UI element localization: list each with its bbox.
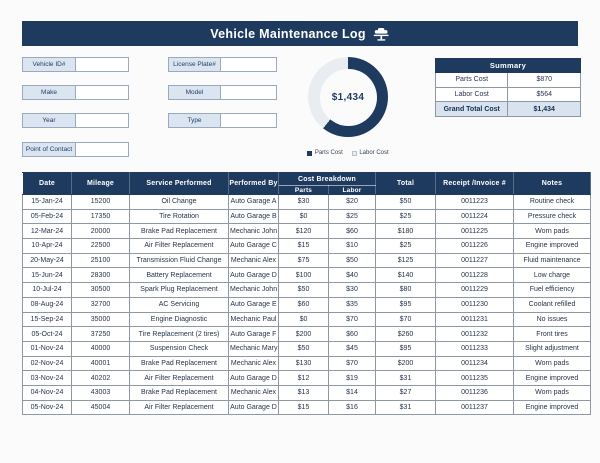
- maintenance-log-table: [22, 172, 591, 415]
- table-cell[interactable]: 0011228: [436, 268, 514, 283]
- summary-row-parts: [436, 73, 581, 88]
- table-cell[interactable]: Front tires: [514, 327, 591, 342]
- table-cell[interactable]: $70: [329, 312, 376, 327]
- table-cell[interactable]: 0011224: [436, 209, 514, 224]
- table-cell[interactable]: Auto Garage D: [229, 371, 279, 386]
- legend-label-parts: Parts Cost: [314, 150, 343, 156]
- table-cell[interactable]: Auto Garage D: [229, 268, 279, 283]
- header-receipt-invoice: Receipt /Invoice #: [436, 173, 514, 195]
- table-cell[interactable]: Air Filter Replacement: [130, 371, 229, 386]
- table-cell[interactable]: 32700: [72, 297, 130, 312]
- table-row: [23, 297, 591, 312]
- table-cell[interactable]: 05-Nov-24: [23, 400, 72, 415]
- summary-table: [435, 58, 581, 117]
- table-cell[interactable]: $70: [329, 356, 376, 371]
- point-of-contact-input[interactable]: [76, 143, 128, 156]
- table-cell[interactable]: $80: [376, 283, 436, 298]
- table-cell[interactable]: $25: [376, 209, 436, 224]
- table-cell[interactable]: 20-May-24: [23, 253, 72, 268]
- labor-swatch-icon: [352, 151, 357, 156]
- table-cell[interactable]: $14: [329, 385, 376, 400]
- table-row: [23, 224, 591, 239]
- table-cell[interactable]: 0011234: [436, 356, 514, 371]
- license-plate-input[interactable]: [221, 58, 276, 71]
- table-cell[interactable]: 35000: [72, 312, 130, 327]
- table-cell[interactable]: $10: [329, 239, 376, 254]
- model-input[interactable]: [221, 86, 276, 99]
- table-cell[interactable]: Mechanic Alex: [229, 253, 279, 268]
- table-cell[interactable]: Mechanic Paul: [229, 312, 279, 327]
- table-cell[interactable]: 0011232: [436, 327, 514, 342]
- table-cell[interactable]: 15200: [72, 195, 130, 210]
- table-cell[interactable]: Coolant refilled: [514, 297, 591, 312]
- header-date: Date: [23, 173, 72, 195]
- table-cell[interactable]: $140: [376, 268, 436, 283]
- model-field: [168, 85, 277, 100]
- table-cell[interactable]: Auto Garage D: [229, 400, 279, 415]
- table-cell[interactable]: $45: [329, 341, 376, 356]
- table-cell[interactable]: 05-Oct-24: [23, 327, 72, 342]
- table-cell[interactable]: Fuel efficiency: [514, 283, 591, 298]
- table-cell[interactable]: Mechanic John: [229, 283, 279, 298]
- table-row: [23, 356, 591, 371]
- year-label: Year: [23, 114, 76, 127]
- table-cell[interactable]: Brake Pad Replacement: [130, 224, 229, 239]
- type-input[interactable]: [221, 114, 276, 127]
- table-cell[interactable]: $30: [329, 283, 376, 298]
- table-cell[interactable]: $0: [279, 312, 329, 327]
- table-cell[interactable]: 22500: [72, 239, 130, 254]
- table-cell[interactable]: Pressure check: [514, 209, 591, 224]
- make-field: [22, 85, 129, 100]
- table-cell[interactable]: Mechanic John: [229, 224, 279, 239]
- table-cell[interactable]: 0011235: [436, 371, 514, 386]
- table-cell[interactable]: Routine check: [514, 195, 591, 210]
- table-cell[interactable]: 40000: [72, 341, 130, 356]
- table-cell[interactable]: 10-Jul-24: [23, 283, 72, 298]
- table-cell[interactable]: Engine improved: [514, 400, 591, 415]
- title-bar: [22, 21, 578, 46]
- table-cell[interactable]: $20: [329, 195, 376, 210]
- header-performed-by: Performed By: [229, 173, 279, 195]
- point-of-contact-label: Point of Contact: [23, 143, 76, 156]
- table-cell[interactable]: Brake Pad Replacement: [130, 385, 229, 400]
- table-cell[interactable]: 45004: [72, 400, 130, 415]
- table-cell[interactable]: $40: [329, 268, 376, 283]
- table-cell[interactable]: $19: [329, 371, 376, 386]
- table-cell[interactable]: 02-Nov-24: [23, 356, 72, 371]
- vehicle-id-field: [22, 57, 129, 72]
- summary-header: Summary: [436, 59, 581, 73]
- table-cell[interactable]: $0: [279, 209, 329, 224]
- table-cell[interactable]: 0011225: [436, 224, 514, 239]
- table-cell[interactable]: 0011230: [436, 297, 514, 312]
- table-row: [23, 312, 591, 327]
- table-cell[interactable]: 05-Feb-24: [23, 209, 72, 224]
- table-row: [23, 209, 591, 224]
- table-cell[interactable]: Tire Rotation: [130, 209, 229, 224]
- license-plate-label: License Plate#: [169, 58, 221, 71]
- table-cell[interactable]: 17350: [72, 209, 130, 224]
- table-cell[interactable]: 01-Nov-24: [23, 341, 72, 356]
- table-cell[interactable]: AC Servicing: [130, 297, 229, 312]
- table-cell[interactable]: $75: [279, 253, 329, 268]
- table-cell[interactable]: 40202: [72, 371, 130, 386]
- table-cell[interactable]: Tire Replacement (2 tires): [130, 327, 229, 342]
- table-cell[interactable]: 03-Nov-24: [23, 371, 72, 386]
- table-cell[interactable]: 20000: [72, 224, 130, 239]
- table-row: [23, 371, 591, 386]
- table-cell[interactable]: $60: [279, 297, 329, 312]
- table-cell[interactable]: 0011227: [436, 253, 514, 268]
- year-field: [22, 113, 129, 128]
- table-cell[interactable]: Engine Diagnostic: [130, 312, 229, 327]
- table-cell[interactable]: Oil Change: [130, 195, 229, 210]
- table-cell[interactable]: $50: [279, 283, 329, 298]
- log-table-body: [23, 195, 591, 415]
- table-cell[interactable]: $15: [279, 239, 329, 254]
- table-cell[interactable]: 15-Jan-24: [23, 195, 72, 210]
- table-cell[interactable]: 0011229: [436, 283, 514, 298]
- table-cell[interactable]: $260: [376, 327, 436, 342]
- table-cell[interactable]: Auto Garage F: [229, 327, 279, 342]
- table-cell[interactable]: 43003: [72, 385, 130, 400]
- header-notes: Notes: [514, 173, 591, 195]
- table-row: [23, 253, 591, 268]
- table-cell[interactable]: $25: [329, 209, 376, 224]
- table-cell[interactable]: 15-Jun-24: [23, 268, 72, 283]
- table-cell[interactable]: $31: [376, 371, 436, 386]
- table-cell[interactable]: 0011223: [436, 195, 514, 210]
- table-row: [23, 283, 591, 298]
- table-cell[interactable]: Engine improved: [514, 371, 591, 386]
- header-parts: Parts: [279, 186, 329, 195]
- chart-legend: [288, 150, 408, 156]
- summary-labor-label: Labor Cost: [436, 87, 508, 102]
- table-cell[interactable]: Engine improved: [514, 239, 591, 254]
- table-cell[interactable]: Auto Garage E: [229, 297, 279, 312]
- donut-hole: [320, 69, 377, 126]
- legend-item-parts: [307, 150, 343, 156]
- vehicle-id-label: Vehicle ID#: [23, 58, 76, 71]
- table-cell[interactable]: 0011236: [436, 385, 514, 400]
- table-row: [23, 239, 591, 254]
- type-field: [168, 113, 277, 128]
- year-input[interactable]: [76, 114, 128, 127]
- summary-parts-label: Parts Cost: [436, 73, 508, 88]
- table-cell[interactable]: 28300: [72, 268, 130, 283]
- table-cell[interactable]: $50: [329, 253, 376, 268]
- table-cell[interactable]: 0011231: [436, 312, 514, 327]
- make-input[interactable]: [76, 86, 128, 99]
- table-cell[interactable]: Air Filter Replacement: [130, 400, 229, 415]
- table-cell[interactable]: $180: [376, 224, 436, 239]
- table-cell[interactable]: $25: [376, 239, 436, 254]
- header-service-performed: Service Performed: [130, 173, 229, 195]
- table-cell[interactable]: Worn pads: [514, 385, 591, 400]
- vehicle-id-input[interactable]: [76, 58, 128, 71]
- table-cell[interactable]: $70: [376, 312, 436, 327]
- table-cell[interactable]: Slight adjustment: [514, 341, 591, 356]
- table-cell[interactable]: 10-Apr-24: [23, 239, 72, 254]
- table-cell[interactable]: $60: [329, 327, 376, 342]
- table-cell[interactable]: Worn pads: [514, 224, 591, 239]
- table-cell[interactable]: Mechanic Alex: [229, 356, 279, 371]
- table-cell[interactable]: $130: [279, 356, 329, 371]
- table-cell[interactable]: 08-Aug-24: [23, 297, 72, 312]
- legend-label-labor: Labor Cost: [359, 150, 389, 156]
- table-cell[interactable]: Mechanic Alex: [229, 385, 279, 400]
- table-cell[interactable]: $13: [279, 385, 329, 400]
- table-cell[interactable]: Auto Garage A: [229, 195, 279, 210]
- table-cell[interactable]: Mechanic Mary: [229, 341, 279, 356]
- table-row: [23, 341, 591, 356]
- table-cell[interactable]: 15-Sep-24: [23, 312, 72, 327]
- table-cell[interactable]: $50: [376, 195, 436, 210]
- table-cell[interactable]: 40001: [72, 356, 130, 371]
- table-cell[interactable]: Fluid maintenance: [514, 253, 591, 268]
- table-cell[interactable]: Brake Pad Replacement: [130, 356, 229, 371]
- legend-item-labor: [352, 150, 389, 156]
- table-cell[interactable]: $120: [279, 224, 329, 239]
- header-mileage: Mileage: [72, 173, 130, 195]
- table-cell[interactable]: $100: [279, 268, 329, 283]
- table-cell[interactable]: $125: [376, 253, 436, 268]
- point-of-contact-field: [22, 142, 129, 157]
- table-cell[interactable]: Transmission Fluid Change: [130, 253, 229, 268]
- donut-center-total: $1,434: [331, 91, 365, 103]
- table-cell[interactable]: Suspension Check: [130, 341, 229, 356]
- table-cell[interactable]: Auto Garage B: [229, 209, 279, 224]
- table-cell[interactable]: 0011237: [436, 400, 514, 415]
- table-cell[interactable]: 25100: [72, 253, 130, 268]
- page-title: Vehicle Maintenance Log: [210, 26, 366, 41]
- table-cell[interactable]: $200: [279, 327, 329, 342]
- table-cell[interactable]: 0011233: [436, 341, 514, 356]
- car-lift-icon: [373, 27, 390, 41]
- table-cell[interactable]: $16: [329, 400, 376, 415]
- table-cell[interactable]: $35: [329, 297, 376, 312]
- table-cell[interactable]: 30500: [72, 283, 130, 298]
- table-cell[interactable]: Auto Garage C: [229, 239, 279, 254]
- table-cell[interactable]: $12: [279, 371, 329, 386]
- table-cell[interactable]: $27: [376, 385, 436, 400]
- summary-grand-total-value[interactable]: $1,434: [508, 102, 581, 117]
- table-cell[interactable]: 04-Nov-24: [23, 385, 72, 400]
- table-cell[interactable]: $15: [279, 400, 329, 415]
- header-cost-breakdown: Cost Breakdown: [279, 173, 376, 186]
- table-cell[interactable]: $50: [279, 341, 329, 356]
- table-row: [23, 385, 591, 400]
- parts-swatch-icon: [307, 151, 312, 156]
- table-row: [23, 195, 591, 210]
- license-plate-field: [168, 57, 277, 72]
- table-cell[interactable]: Battery Replacement: [130, 268, 229, 283]
- summary-row-labor: [436, 87, 581, 102]
- table-cell[interactable]: No issues: [514, 312, 591, 327]
- table-cell[interactable]: $31: [376, 400, 436, 415]
- table-cell[interactable]: 0011226: [436, 239, 514, 254]
- table-cell[interactable]: Air Filter Replacement: [130, 239, 229, 254]
- table-cell[interactable]: Worn pads: [514, 356, 591, 371]
- table-cell[interactable]: Spark Plug Replacement: [130, 283, 229, 298]
- table-cell[interactable]: 12-Mar-24: [23, 224, 72, 239]
- table-cell[interactable]: $30: [279, 195, 329, 210]
- model-label: Model: [169, 86, 221, 99]
- table-cell[interactable]: 37250: [72, 327, 130, 342]
- header-labor: Labor: [329, 186, 376, 195]
- summary-grand-total-label: Grand Total Cost: [436, 102, 508, 117]
- make-label: Make: [23, 86, 76, 99]
- summary-row-grand-total: [436, 102, 581, 117]
- table-row: [23, 327, 591, 342]
- type-label: Type: [169, 114, 221, 127]
- table-cell[interactable]: $60: [329, 224, 376, 239]
- table-cell[interactable]: $95: [376, 297, 436, 312]
- table-cell[interactable]: $95: [376, 341, 436, 356]
- table-row: [23, 400, 591, 415]
- summary-parts-value[interactable]: $870: [508, 73, 581, 88]
- table-cell[interactable]: $200: [376, 356, 436, 371]
- cost-donut-chart: [308, 57, 388, 137]
- table-cell[interactable]: Low charge: [514, 268, 591, 283]
- table-row: [23, 268, 591, 283]
- summary-labor-value[interactable]: $564: [508, 87, 581, 102]
- header-total: Total: [376, 173, 436, 195]
